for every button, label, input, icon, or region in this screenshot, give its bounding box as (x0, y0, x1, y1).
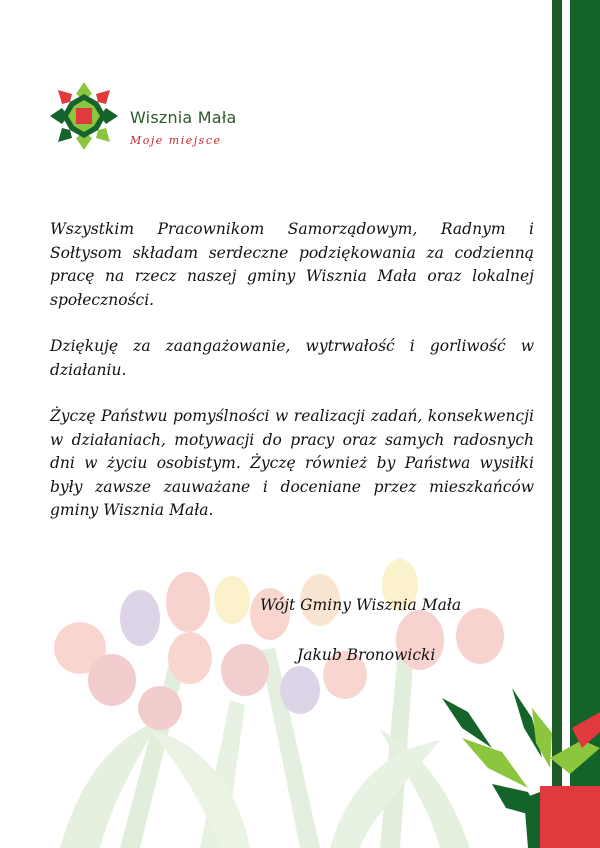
wisznia-mala-logo-icon (48, 80, 120, 152)
letter-paragraph: Życzę Państwu pomyślności w realizacji zadań, konsekwencji w działaniach, motywacji do pracy oraz samych radosnych dni w życiu osobistym. Życzę również by Państwa wysiłki były zawsze zauważane i doceniane przez mieszkańców gminy Wisznia Mała. (50, 407, 534, 519)
letter-paragraph: Dziękuję za zaangażowanie, wytrwałość i gorliwość w działaniu. (50, 337, 534, 379)
letter-body (50, 218, 534, 546)
brand-tagline: Moje miejsce (130, 134, 222, 147)
corner-ornament-icon (432, 688, 600, 848)
letter-paragraph: Wszystkim Pracownikom Samorządowym, Radnym i Sołtysom składam serdeczne podziękowania za codzienną pracę na rzecz naszej gminy Wisznia Mała oraz lokalnej społeczności. (50, 220, 534, 309)
signature-role: Wójt Gminy Wisznia Mała (260, 596, 462, 614)
signature-name: Jakub Bronowicki (297, 646, 436, 664)
brand-name: Wisznia Mała (130, 108, 237, 127)
